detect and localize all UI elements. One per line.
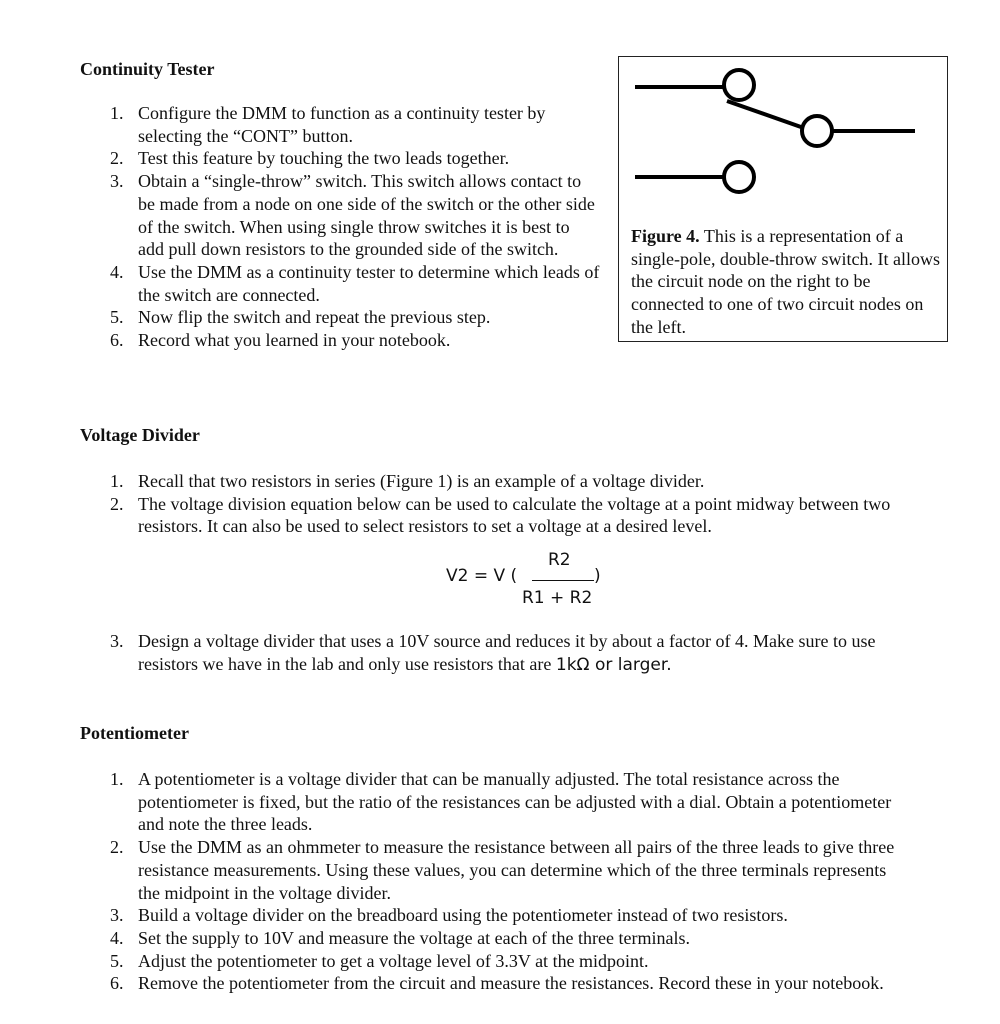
list-item bbox=[80, 147, 600, 170]
heading-continuity-tester: Continuity Tester bbox=[80, 59, 215, 79]
continuity-steps-list bbox=[80, 102, 600, 352]
step-number: 3. bbox=[110, 171, 124, 192]
step-number: 6. bbox=[110, 330, 124, 351]
upper-left-terminal bbox=[724, 70, 754, 100]
voltage-divider-steps-list bbox=[80, 470, 900, 538]
list-item bbox=[80, 904, 900, 927]
equation-close-paren: ) bbox=[594, 566, 601, 586]
step-text: Use the DMM as an ohmmeter to measure the resistance between all pairs of the three leads to give three resistance measurements. Using these values, you can determine which of the three terminals represents the midpoint in the voltage divider. bbox=[138, 837, 895, 903]
step-text: A potentiometer is a voltage divider that can be manually adjusted. The total resistance across the potentiometer is fixed, but the ratio of the resistances can be adjusted with a dial. Obtain a potentiometer and note the three leads. bbox=[138, 769, 892, 835]
list-item bbox=[80, 630, 920, 676]
step-text: Record what you learned in your notebook. bbox=[138, 330, 451, 351]
list-item bbox=[80, 950, 900, 973]
voltage-division-equation bbox=[440, 550, 620, 614]
step-number: 3. bbox=[110, 631, 124, 651]
step-text: Use the DMM as a continuity tester to determine which leads of the switch are connected. bbox=[138, 261, 600, 305]
step-number: 5. bbox=[110, 950, 124, 971]
equation-denominator: R1 + R2 bbox=[522, 588, 593, 608]
step-text: Remove the potentiometer from the circuit and measure the resistances. Record these in your notebook. bbox=[138, 973, 884, 994]
step-number: 4. bbox=[110, 927, 124, 948]
fraction-bar bbox=[532, 580, 594, 581]
figure-label: Figure 4. bbox=[631, 226, 700, 246]
step-text: Obtain a “single-throw” switch. This switch allows contact to be made from a node on one side of the switch or the other side of the switch. When using single throw switches it is best to add pull down resistors to the grounded side of the switch. bbox=[138, 171, 595, 260]
figure-caption bbox=[631, 225, 941, 339]
figure-4-box bbox=[618, 56, 948, 342]
list-item bbox=[80, 306, 600, 329]
step-number: 6. bbox=[110, 973, 124, 994]
step-number: 5. bbox=[110, 307, 124, 328]
step-text: Now flip the switch and repeat the previous step. bbox=[138, 307, 491, 328]
step-text-tail: 1kΩ or larger. bbox=[555, 654, 672, 675]
list-item bbox=[80, 493, 900, 538]
step-text: Test this feature by touching the two leads together. bbox=[138, 148, 510, 169]
spdt-switch-diagram bbox=[619, 57, 949, 217]
step-number: 2. bbox=[110, 837, 124, 858]
step-text: Adjust the potentiometer to get a voltage level of 3.3V at the midpoint. bbox=[138, 950, 649, 971]
step-number: 4. bbox=[110, 261, 124, 282]
step-number: 2. bbox=[110, 148, 124, 169]
list-item bbox=[80, 102, 600, 147]
list-item bbox=[80, 927, 900, 950]
step-text: Build a voltage divider on the breadboard using the potentiometer instead of two resistors. bbox=[138, 905, 788, 926]
lower-left-terminal bbox=[724, 162, 754, 192]
heading-voltage-divider: Voltage Divider bbox=[80, 425, 200, 445]
step-text: Set the supply to 10V and measure the voltage at each of the three terminals. bbox=[138, 927, 690, 948]
step-number: 1. bbox=[110, 769, 124, 789]
step-number: 1. bbox=[110, 471, 124, 491]
figure-caption-text: This is a representation of a single-pole, double-throw switch. It allows the circuit node on the right to be connected to one of two circuit nodes on the left. bbox=[631, 226, 940, 337]
equation-numerator: R2 bbox=[548, 550, 571, 570]
heading-potentiometer: Potentiometer bbox=[80, 723, 189, 743]
step-number: 2. bbox=[110, 493, 124, 514]
common-terminal bbox=[802, 116, 832, 146]
step-number: 3. bbox=[110, 905, 124, 926]
step-number: 1. bbox=[110, 103, 124, 123]
list-item bbox=[80, 972, 900, 995]
list-item bbox=[80, 470, 900, 493]
list-item bbox=[80, 170, 600, 261]
list-item bbox=[80, 329, 600, 352]
step-text: Design a voltage divider that uses a 10V source and reduces it by about a factor of 4. Make sure to use resistors we have in the lab and only use resistors that are bbox=[138, 631, 876, 674]
list-item bbox=[80, 768, 900, 836]
step-text: Recall that two resistors in series (Figure 1) is an example of a voltage divider. bbox=[138, 471, 705, 491]
switch-blade bbox=[727, 101, 801, 127]
step-text: The voltage division equation below can be used to calculate the voltage at a point midway between two resistors. It can also be used to select resistors to set a voltage at a desired level. bbox=[138, 493, 891, 537]
step-text: Configure the DMM to function as a continuity tester by selecting the “CONT” button. bbox=[138, 103, 546, 146]
potentiometer-steps-list bbox=[80, 768, 900, 995]
list-item bbox=[80, 836, 900, 904]
voltage-divider-steps-list-continued bbox=[80, 630, 920, 676]
list-item bbox=[80, 261, 600, 306]
equation-lhs: V2 = V ( bbox=[446, 566, 518, 586]
